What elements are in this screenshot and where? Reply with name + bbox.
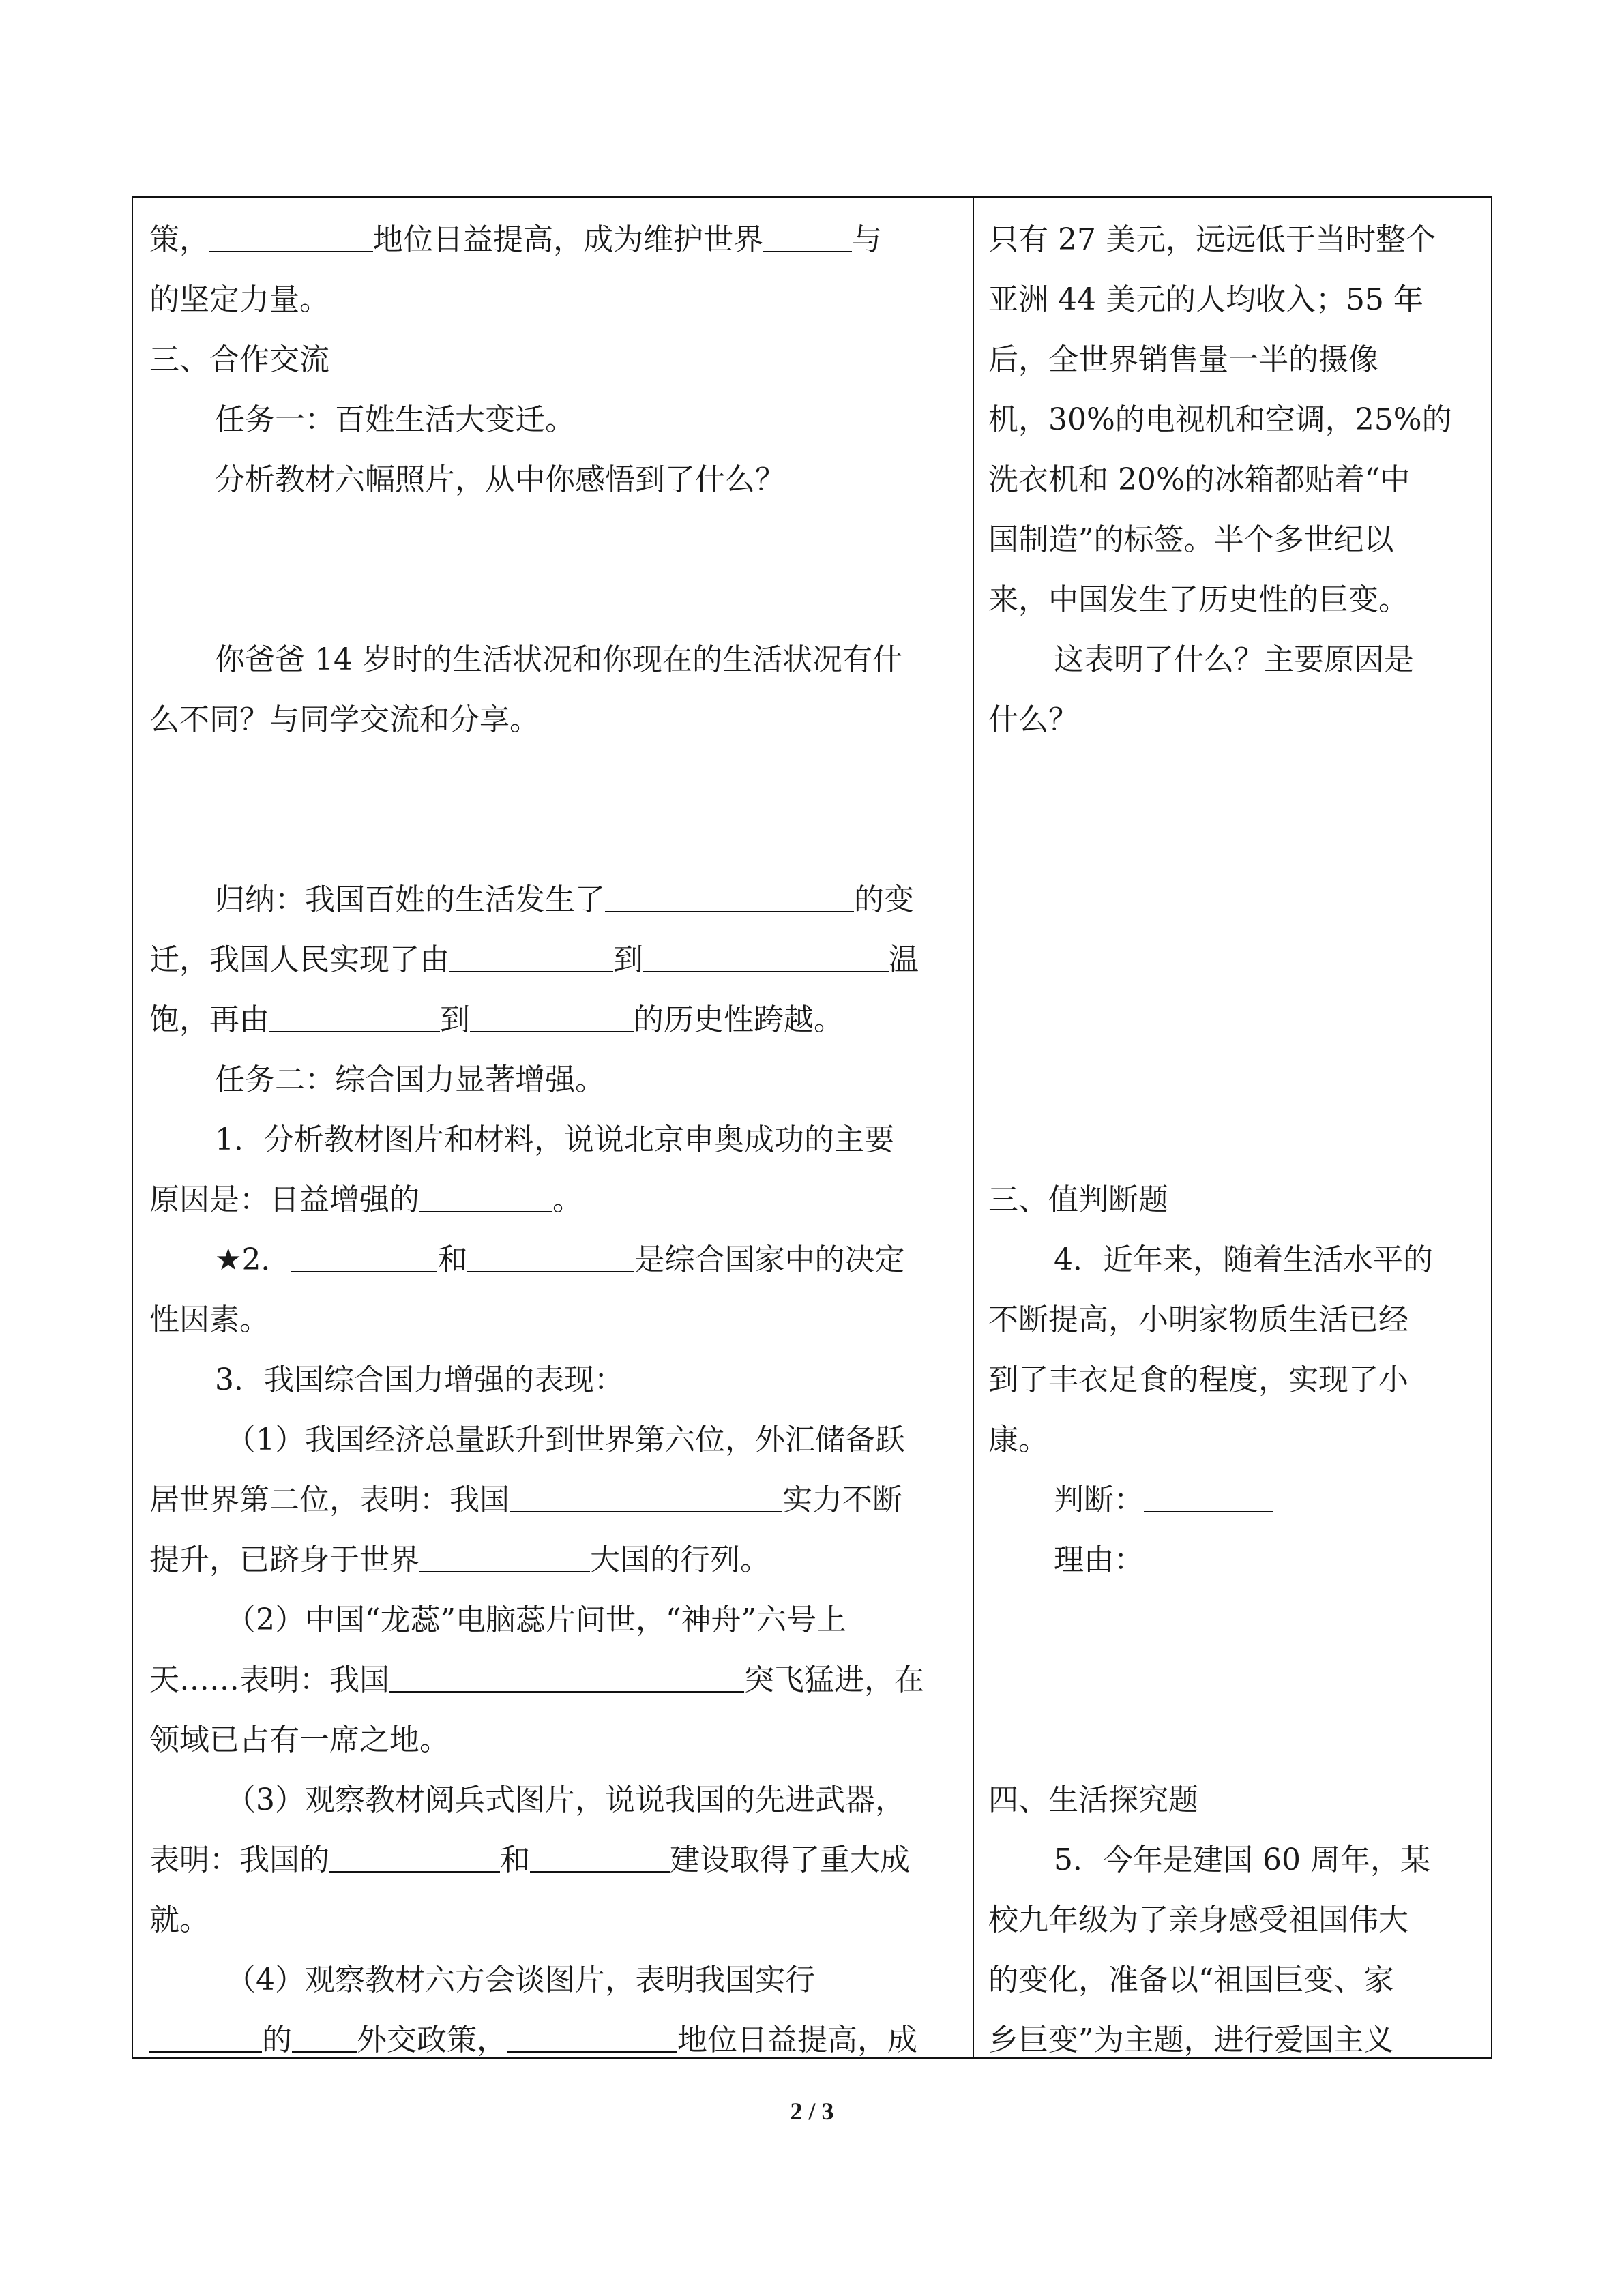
line	[149, 1470, 902, 1530]
column-divider	[973, 198, 974, 2057]
judge-label: 判断：	[1054, 1482, 1144, 1517]
text: 归纳：我国百姓的生活发生了	[215, 882, 605, 917]
question: 3．我国综合国力增强的表现：	[215, 1362, 624, 1397]
line: 性因素。	[149, 1302, 269, 1337]
line: 后，全世界销售量一半的摄像	[988, 342, 1378, 377]
answer-blank[interactable]	[470, 996, 634, 1032]
answer-blank[interactable]	[419, 1536, 590, 1572]
text: 与	[852, 222, 882, 257]
section-heading: 三、合作交流	[149, 342, 329, 377]
line: 领域已占有一席之地。	[149, 1723, 449, 1757]
text: 策，	[149, 222, 209, 257]
answer-blank[interactable]	[763, 215, 852, 252]
text: 大国的行列。	[590, 1542, 770, 1577]
text: 提升，已跻身于世界	[149, 1542, 419, 1577]
text: 是综合国家中的决定	[634, 1242, 905, 1277]
judge-line	[1054, 1470, 1273, 1530]
line: 的坚定力量。	[149, 282, 329, 317]
line: 不断提高，小明家物质生活已经	[988, 1302, 1408, 1337]
line	[149, 930, 919, 990]
text: 地位日益提高，成为维护世界	[373, 222, 763, 257]
text: 居世界第二位，表明：我国	[149, 1482, 510, 1517]
line	[215, 1230, 904, 1290]
text: 的变	[854, 882, 914, 917]
answer-blank[interactable]	[269, 996, 440, 1032]
task-heading: 任务二：综合国力显著增强。	[215, 1062, 605, 1097]
line: 洗衣机和 20%的冰箱都贴着“中	[988, 462, 1411, 497]
answer-blank[interactable]	[329, 1836, 500, 1873]
line: 亚洲 44 美元的人均收入；55 年	[988, 282, 1423, 317]
line: 的变化，准备以“祖国巨变、家	[988, 1963, 1394, 1997]
answer-blank[interactable]	[507, 2016, 677, 2053]
text: 原因是：日益增强的	[149, 1182, 419, 1217]
text: 地位日益提高，成	[677, 2023, 917, 2057]
question: 么不同？与同学交流和分享。	[149, 702, 540, 737]
line	[149, 210, 882, 270]
text: 的历史性跨越。	[634, 1002, 844, 1037]
line: （1）我国经济总量跃升到世界第六位，外汇储备跃	[226, 1422, 905, 1457]
page-number: 2 / 3	[790, 2098, 834, 2125]
text: 饱，再由	[149, 1002, 269, 1037]
line: （3）观察教材阅兵式图片，说说我国的先进武器，	[226, 1783, 905, 1817]
task-heading: 任务一：百姓生活大变迁。	[215, 402, 575, 437]
line: （4）观察教材六方会谈图片，表明我国实行	[226, 1963, 815, 1997]
line: （2）中国“龙蕊”电脑蕊片问世，“神舟”六号上	[226, 1602, 846, 1637]
text: 到	[440, 1002, 470, 1037]
line: 就。	[149, 1903, 209, 1937]
text: 的	[262, 2023, 292, 2057]
text: 和	[437, 1242, 468, 1277]
line	[149, 990, 844, 1050]
line	[149, 1650, 924, 1710]
text: 迁，我国人民实现了由	[149, 942, 449, 977]
text: 温	[889, 942, 919, 977]
question: 4．近年来，随着生活水平的	[1054, 1242, 1433, 1277]
line	[215, 870, 914, 930]
line: 到了丰衣足食的程度，实现了小	[988, 1362, 1408, 1397]
answer-blank[interactable]	[449, 936, 613, 972]
text: 和	[500, 1843, 530, 1877]
line: 来，中国发生了历史性的巨变。	[988, 582, 1408, 617]
text: 突飞猛进，在	[744, 1663, 924, 1697]
line: 乡巨变”为主题，进行爱国主义	[988, 2023, 1394, 2057]
question: 这表明了什么？主要原因是	[1054, 642, 1414, 677]
line	[149, 1530, 770, 1590]
answer-blank[interactable]	[291, 1236, 437, 1272]
text: ★2．	[215, 1242, 291, 1277]
answer-blank[interactable]	[530, 1836, 670, 1873]
answer-blank[interactable]	[389, 1656, 744, 1693]
answer-blank[interactable]	[209, 215, 373, 252]
line	[149, 1170, 582, 1230]
line: 只有 27 美元，远远低于当时整个	[988, 222, 1436, 257]
answer-blank[interactable]	[419, 1176, 552, 1212]
answer-blank[interactable]	[292, 2016, 357, 2053]
question: 什么？	[988, 702, 1078, 737]
text: 外交政策，	[357, 2023, 507, 2057]
line	[149, 1830, 910, 1890]
text: 到	[613, 942, 643, 977]
line: 康。	[988, 1422, 1048, 1457]
question: 你爸爸 14 岁时的生活状况和你现在的生活状况有什	[215, 642, 902, 677]
question: 分析教材六幅照片，从中你感悟到了什么？	[215, 462, 785, 497]
text: 。	[552, 1182, 582, 1217]
text: 建设取得了重大成	[670, 1843, 910, 1877]
line: 国制造”的标签。半个多世纪以	[988, 522, 1394, 557]
answer-blank[interactable]	[510, 1476, 782, 1512]
question: 5．今年是建国 60 周年，某	[1054, 1843, 1430, 1877]
section-heading: 三、值判断题	[988, 1182, 1168, 1217]
answer-blank[interactable]	[605, 876, 854, 912]
line: 机，30%的电视机和空调，25%的	[988, 402, 1452, 437]
answer-blank[interactable]	[467, 1236, 634, 1272]
judge-answer-blank[interactable]	[1144, 1476, 1273, 1512]
worksheet-table	[132, 196, 1492, 2059]
text: 天……表明：我国	[149, 1663, 389, 1697]
reason-label: 理由：	[1054, 1542, 1144, 1577]
section-heading: 四、生活探究题	[988, 1783, 1198, 1817]
question: 1．分析教材图片和材料，说说北京申奥成功的主要	[215, 1122, 894, 1157]
answer-blank[interactable]	[149, 2016, 262, 2053]
text: 表明：我国的	[149, 1843, 329, 1877]
line: 校九年级为了亲身感受祖国伟大	[988, 1903, 1408, 1937]
text: 实力不断	[782, 1482, 902, 1517]
answer-blank[interactable]	[643, 936, 889, 972]
line	[149, 2010, 917, 2070]
